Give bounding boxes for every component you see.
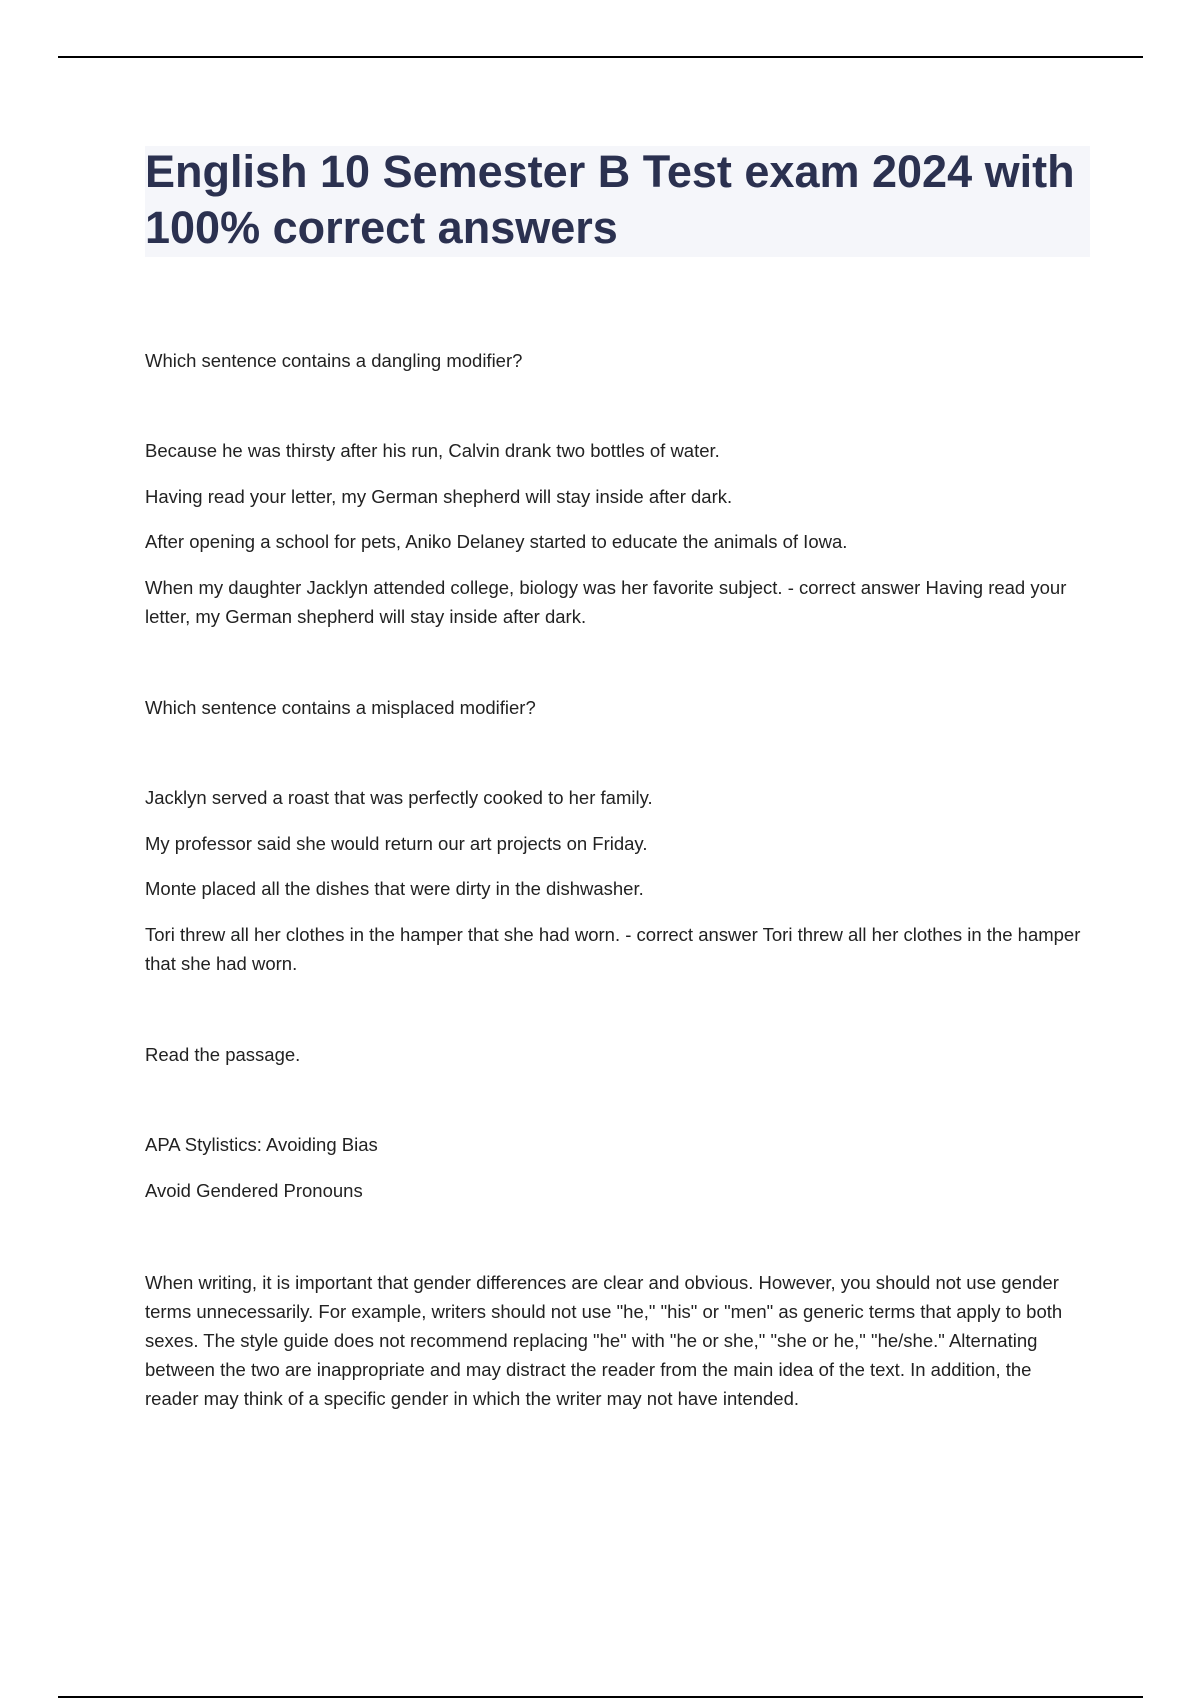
top-rule bbox=[58, 56, 1143, 58]
q1-option-1: Because he was thirsty after his run, Calvin drank two bottles of water. bbox=[145, 440, 720, 461]
question-1: Which sentence contains a dangling modifier? bbox=[145, 350, 523, 371]
bottom-rule bbox=[58, 1696, 1143, 1698]
question-3-prompt: Read the passage. bbox=[145, 1044, 301, 1065]
q2-option-2: My professor said she would return our art projects on Friday. bbox=[145, 833, 648, 854]
q1-option-4-with-answer: When my daughter Jacklyn attended college, biology was her favorite subject. - correct answer Having read your letter, my German shepherd will stay inside after dark. bbox=[145, 577, 1067, 627]
q2-option-1: Jacklyn served a roast that was perfectly cooked to her family. bbox=[145, 787, 653, 808]
q2-option-3: Monte placed all the dishes that were dirty in the dishwasher. bbox=[145, 878, 644, 899]
question-2: Which sentence contains a misplaced modifier? bbox=[145, 697, 536, 718]
q1-option-3: After opening a school for pets, Aniko Delaney started to educate the animals of Iowa. bbox=[145, 531, 848, 552]
q2-option-4-with-answer: Tori threw all her clothes in the hamper that she had worn. - correct answer Tori threw all her clothes in the hamper that she had worn. bbox=[145, 924, 1081, 974]
q1-option-2: Having read your letter, my German shepherd will stay inside after dark. bbox=[145, 486, 733, 507]
passage-title: APA Stylistics: Avoiding Bias bbox=[145, 1134, 378, 1155]
passage-subtitle: Avoid Gendered Pronouns bbox=[145, 1180, 363, 1201]
document-title: English 10 Semester B Test exam 2024 with 100% correct answers bbox=[145, 146, 1075, 253]
passage-body: When writing, it is important that gender differences are clear and obvious. However, you should not use gender terms unnecessarily. For example, writers should not use "he," "his" or "men" as generic terms that apply to both sexes. The style guide does not recommend replacing "he" with "he or she," "she or he," "he/she." Alternating between the two are inappropriate and may distract the reader from the main idea of the text. In addition, the reader may think of a specific gender in which the writer may not have intended. bbox=[145, 1272, 1063, 1409]
